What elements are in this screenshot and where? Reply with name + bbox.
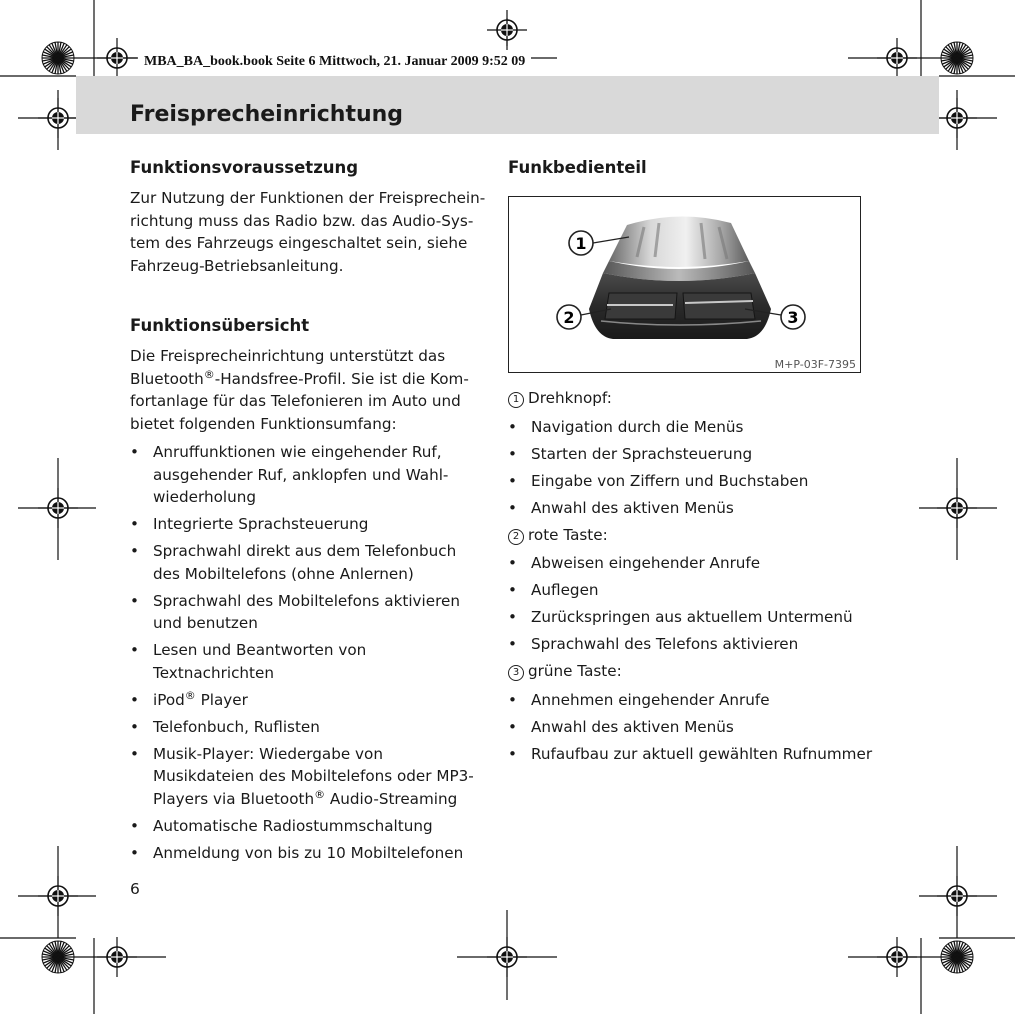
item-3-label: 3 grüne Taste:	[508, 660, 888, 683]
heading-funktionsvoraussetzung: Funktionsvoraussetzung	[130, 158, 359, 177]
heading-funkbedienteil: Funkbedienteil	[508, 158, 647, 177]
control-unit-illustration	[509, 197, 860, 372]
print-header: MBA_BA_book.book Seite 6 Mittwoch, 21. Januar 2009 9:52 09	[138, 54, 531, 70]
svg-text:2: 2	[563, 308, 575, 327]
callout-number-icon: 1	[508, 392, 524, 408]
callout-2	[557, 305, 581, 329]
list-item: • Eingabe von Ziffern und Buchstaben	[508, 471, 809, 490]
list-item: • Sprachwahl des Mobiltelefons aktivieren und benutzen	[130, 591, 460, 632]
left-column	[130, 156, 486, 869]
page-number: 6	[130, 880, 140, 898]
list-item: • Anwahl des aktiven Menüs	[508, 498, 734, 517]
list-item: • Zurückspringen aus aktuellem Untermenü	[508, 608, 853, 626]
section-title: Freisprecheinrichtung	[130, 102, 404, 127]
item-1-list	[508, 416, 888, 520]
list-item: • Auflegen	[508, 581, 599, 599]
right-column	[508, 156, 888, 770]
list-item: • Sprachwahl des Telefons aktivieren	[508, 635, 799, 653]
callout-number-icon: 3	[508, 665, 524, 681]
list-item: • Annehmen eingehender Anrufe	[508, 690, 770, 709]
section-banner	[76, 76, 939, 134]
list-item: • Telefonbuch, Ruflisten	[130, 717, 320, 736]
figure-code: M+P-03F-7395	[774, 358, 856, 371]
paragraph-overview: Die Freisprecheinrichtung unterstützt das Bluetooth®-Handsfree-Profil. Sie ist die Kom-fortanlage für das Telefonieren im Auto und bietet folgenden Funktionsumfang:	[130, 347, 469, 433]
svg-text:3: 3	[787, 308, 799, 327]
callout-1	[569, 231, 593, 255]
item-2-list	[508, 552, 888, 656]
feature-list	[130, 441, 486, 864]
item-2-label: 2 rote Taste:	[508, 524, 888, 547]
svg-text:1: 1	[575, 234, 587, 253]
control-unit-figure	[508, 196, 861, 373]
list-item: • iPod® Player	[130, 688, 248, 709]
list-item: • Navigation durch die Menüs	[508, 417, 744, 436]
list-item: • Lesen und Beantworten von Textnachrichten	[130, 641, 367, 682]
callout-3	[781, 305, 805, 329]
item-1-label: 1 Drehknopf:	[508, 387, 888, 410]
list-item: • Anwahl des aktiven Menüs	[508, 717, 734, 736]
heading-funktionsuebersicht: Funktionsübersicht	[130, 316, 310, 335]
list-item: • Abweisen eingehender Anrufe	[508, 554, 761, 572]
list-item: • Automatische Radiostummschaltung	[130, 816, 433, 835]
list-item: • Musik-Player: Wiedergabe von Musikdateien des Mobiltelefons oder MP3-Players via Bluetooth® Audio-Streaming	[130, 744, 474, 808]
list-item: • Anruffunktionen wie eingehender Ruf, ausgehender Ruf, anklopfen und Wahl-wiederholung	[130, 443, 449, 506]
list-item: • Integrierte Sprachsteuerung	[130, 515, 369, 533]
item-3-list	[508, 689, 888, 766]
callout-number-icon: 2	[508, 529, 524, 545]
list-item: • Sprachwahl direkt aus dem Telefonbuch des Mobiltelefons (ohne Anlernen)	[130, 542, 457, 583]
list-item: • Anmeldung von bis zu 10 Mobiltelefonen	[130, 843, 464, 862]
list-item: • Rufaufbau zur aktuell gewählten Rufnummer	[508, 744, 873, 763]
paragraph-requirements: Zur Nutzung der Funktionen der Freisprechein-richtung muss das Radio bzw. das Audio-Sys-tem des Fahrzeugs eingeschaltet sein, siehe Fahrzeug-Betriebsanleitung.	[130, 189, 486, 275]
list-item: • Starten der Sprachsteuerung	[508, 444, 753, 463]
